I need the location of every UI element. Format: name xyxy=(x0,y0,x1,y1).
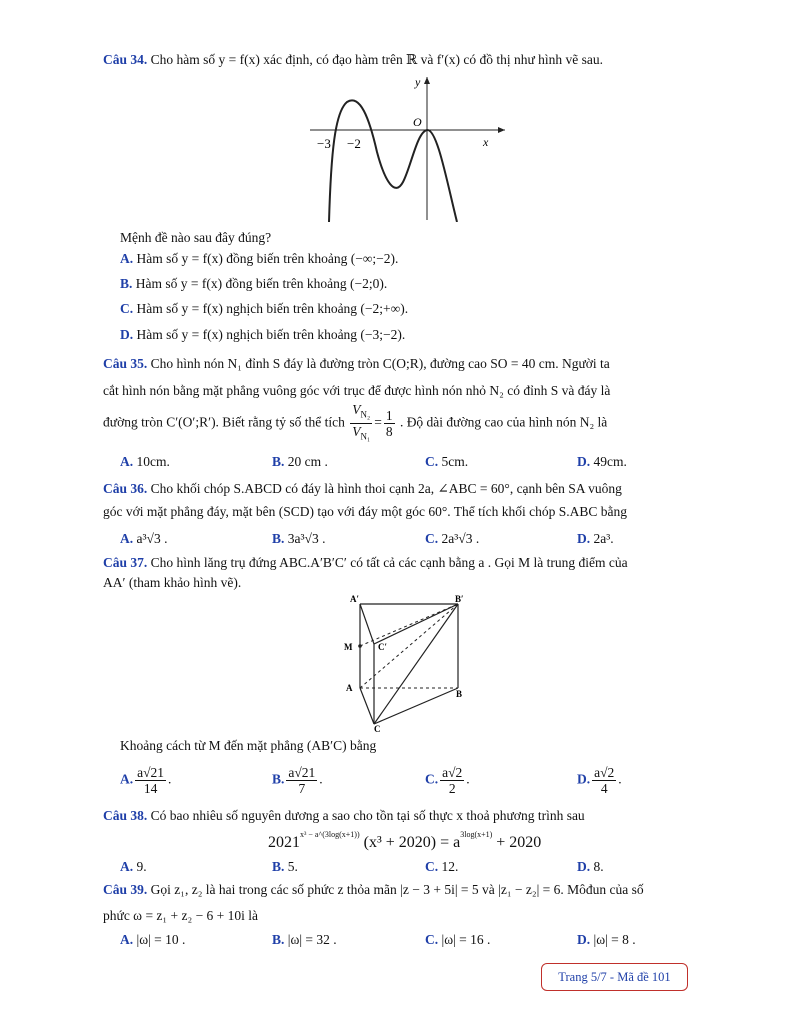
q39-option-a-text: |ω| = 10 . xyxy=(136,932,186,947)
q39-option-c-text: |ω| = 16 . xyxy=(441,932,491,947)
q39-option-d[interactable] xyxy=(577,932,636,948)
q39-option-b-label: B. xyxy=(272,932,285,947)
q38-option-a[interactable] xyxy=(120,859,147,875)
q36-option-d-label: D. xyxy=(577,531,591,546)
q34-prompt: Mệnh đề nào sau đây đúng? xyxy=(120,230,272,245)
q39-option-d-text: |ω| = 8 . xyxy=(593,932,636,947)
q38-option-d[interactable] xyxy=(577,859,604,875)
q35-text3a: đường tròn C′(O′;R′). Biết rằng tỷ số thể tích xyxy=(103,414,345,430)
q34-option-b-text: Hàm số y = f(x) đồng biến trên khoảng (−2;0). xyxy=(135,276,388,291)
q37-label-m: M xyxy=(344,642,353,652)
q37-label-b: B xyxy=(456,689,463,699)
q36-option-a-text: a³√3 . xyxy=(136,531,168,546)
q39-line2: phức ω = z₁ + z₂ − 6 + 10i là xyxy=(103,908,259,923)
q34-option-d[interactable] xyxy=(120,327,405,343)
q35-options xyxy=(0,454,792,478)
q38-eq-mid: (x³ + 2020) = a xyxy=(363,834,461,851)
q37-line2: AA′ (tham khảo hình vẽ). xyxy=(103,575,242,590)
q38-option-a-label: A. xyxy=(120,859,134,874)
q34-option-c-text: Hàm số y = f(x) nghịch biến trên khoảng (−2;+∞). xyxy=(136,301,409,316)
q34-option-b-label: B. xyxy=(120,276,133,291)
q34-option-a[interactable] xyxy=(120,251,398,267)
q36-option-a[interactable] xyxy=(120,531,167,547)
q35-option-d-text: 49cm. xyxy=(593,454,627,469)
q36-option-c[interactable] xyxy=(425,531,479,547)
q35-frac-num: V xyxy=(352,402,361,417)
q37-option-a[interactable]: A. $\frac{a√21}{14}$ . xyxy=(120,765,172,796)
q35-ratio-den: 8 xyxy=(385,423,393,439)
q37-option-d[interactable]: D. $\frac{a√2}{4}$ . xyxy=(577,765,622,796)
q34-option-b[interactable] xyxy=(120,276,387,292)
q34-m2-label: −2 xyxy=(347,136,361,151)
q35-line2: cắt hình nón bằng mặt phẳng vuông góc với trục để được hình nón nhỏ N₂ có đỉnh S và đáy là xyxy=(103,383,611,398)
q34-text: Cho hàm số y = f(x) xác định, có đạo hàm trên ℝ và f′(x) có đồ thị như hình vẽ sau. xyxy=(150,52,604,67)
q38-options xyxy=(0,859,792,883)
q36-option-c-text: 2a³√3 . xyxy=(441,531,480,546)
q37-label-b1: B′ xyxy=(455,594,464,604)
q35-option-a[interactable] xyxy=(120,454,170,470)
q37-label-c1: C′ xyxy=(378,642,388,652)
q38-option-d-label: D. xyxy=(577,859,591,874)
q38-option-b[interactable] xyxy=(272,859,298,875)
q34-x-label: x xyxy=(483,135,489,149)
q39-option-c[interactable] xyxy=(425,932,490,948)
q38-option-d-text: 8. xyxy=(593,859,604,874)
q37-option-a-den: 14 xyxy=(143,781,158,796)
q37-option-b-num: a√21 xyxy=(288,765,316,780)
q34-y-label: y xyxy=(415,75,421,89)
q35-option-b[interactable] xyxy=(272,454,328,470)
q36-option-b[interactable] xyxy=(272,531,325,547)
q37-option-b[interactable]: B. $\frac{a√21}{7}$ . xyxy=(272,765,323,796)
q38-eq-exp: x³ − a^(3log(x+1)) xyxy=(300,830,360,839)
q37-text1: Cho hình lăng trụ đứng ABC.A′B′C′ có tất cả các cạnh bằng a . Gọi M là trung điểm của xyxy=(150,555,628,570)
q35-frac-den-sub: N₁ xyxy=(360,431,371,442)
q36-option-d-text: 2a³. xyxy=(593,531,614,546)
q36-option-c-label: C. xyxy=(425,531,439,546)
q37-label-c: C xyxy=(374,724,381,732)
q35-line3: đường tròn C′(O′;R′). Biết rằng tỷ số thể tích $\frac{V_{N_2}}{V_{N_1}}$ = $\frac{1}{8}$ . Độ dài đường cao của hình nón N₂ là xyxy=(103,402,607,444)
q34-graph xyxy=(305,72,525,222)
q35-option-c-label: C. xyxy=(425,454,439,469)
q35-option-d-label: D. xyxy=(577,454,591,469)
q36-text1: Cho khối chóp S.ABCD có đáy là hình thoi cạnh 2a, ∠ABC = 60°, cạnh bên SA vuông xyxy=(150,481,622,496)
q39-option-d-label: D. xyxy=(577,932,591,947)
q37-option-c-den: 2 xyxy=(448,781,456,796)
q37-option-b-label: B. xyxy=(272,771,285,787)
q34-option-c[interactable] xyxy=(120,301,408,317)
q37-label-a: A xyxy=(346,683,353,693)
q39-line1 xyxy=(103,882,644,898)
q37-line1 xyxy=(103,555,628,571)
q37-prompt: Khoảng cách từ M đến mặt phẳng (AB′C) bằng xyxy=(120,738,377,753)
q36-option-d[interactable] xyxy=(577,531,614,547)
q37-option-c-num: a√2 xyxy=(442,765,463,780)
q37-prism-figure xyxy=(338,592,488,732)
q34-stem xyxy=(103,52,603,68)
q35-label: Câu 35. xyxy=(103,356,148,371)
q38-option-c[interactable] xyxy=(425,859,458,875)
q37-label-a1: A′ xyxy=(350,594,360,604)
q38-option-c-label: C. xyxy=(425,859,439,874)
q35-text1: Cho hình nón N₁ đỉnh S đáy là đường tròn C(O;R), đường cao SO = 40 cm. Người ta xyxy=(150,356,610,371)
q34-curve xyxy=(329,100,457,222)
q37-option-d-label: D. xyxy=(577,771,591,787)
q39-option-a[interactable] xyxy=(120,932,185,948)
q39-option-a-label: A. xyxy=(120,932,134,947)
q35-option-b-text: 20 cm . xyxy=(287,454,328,469)
q36-option-a-label: A. xyxy=(120,531,134,546)
q35-ratio-num: 1 xyxy=(385,407,393,423)
q38-line1 xyxy=(103,808,585,824)
q37-options xyxy=(0,765,792,801)
q36-option-b-label: B. xyxy=(272,531,285,546)
q35-option-c-text: 5cm. xyxy=(441,454,469,469)
q35-option-a-label: A. xyxy=(120,454,134,469)
q35-option-b-label: B. xyxy=(272,454,285,469)
q38-option-c-text: 12. xyxy=(441,859,459,874)
q34-origin-label: O xyxy=(413,115,422,129)
q34-label: Câu 34. xyxy=(103,52,148,67)
q38-option-b-text: 5. xyxy=(287,859,298,874)
q35-text3b: . Độ dài đường cao của hình nón N₂ là xyxy=(399,414,608,430)
q34-option-a-label: A. xyxy=(120,251,134,266)
q35-line1 xyxy=(103,356,610,372)
q38-label: Câu 38. xyxy=(103,808,148,823)
q36-option-b-text: 3a³√3 . xyxy=(287,531,326,546)
q36-line2: góc với mặt phẳng đáy, mặt bên (SCD) tạo với đáy một góc 60°. Thể tích khối chóp S.ABC bằng xyxy=(103,504,627,519)
q37-option-d-num: a√2 xyxy=(594,765,615,780)
q36-options xyxy=(0,531,792,555)
q38-option-a-text: 9. xyxy=(136,859,147,874)
q34-option-c-label: C. xyxy=(120,301,134,316)
q35-frac-den: V xyxy=(352,423,361,439)
q35-option-d[interactable] xyxy=(577,454,627,470)
q38-eq-end: + 2020 xyxy=(496,834,542,851)
q39-label: Câu 39. xyxy=(103,882,148,897)
q38-option-b-label: B. xyxy=(272,859,285,874)
q37-label: Câu 37. xyxy=(103,555,148,570)
q36-line1 xyxy=(103,481,622,497)
q34-option-a-text: Hàm số y = f(x) đồng biến trên khoảng (−∞;−2). xyxy=(136,251,399,266)
q38-text1: Có bao nhiêu số nguyên dương a sao cho tồn tại số thực x thoả phương trình sau xyxy=(150,808,585,823)
q35-option-a-text: 10cm. xyxy=(136,454,170,469)
q37-option-c[interactable]: C. $\frac{a√2}{2}$ . xyxy=(425,765,470,796)
q39-option-b[interactable] xyxy=(272,932,337,948)
q38-eq-exp2: 3log(x+1) xyxy=(460,830,493,839)
q35-ratio-fraction xyxy=(384,408,395,439)
page-footer: Trang 5/7 - Mã đề 101 xyxy=(541,963,688,991)
q35-volume-fraction xyxy=(350,402,372,444)
q35-option-c[interactable] xyxy=(425,454,468,470)
q36-label: Câu 36. xyxy=(103,481,148,496)
q39-text1: Gọi z₁, z₂ là hai trong các số phức z thỏa mãn |z − 3 + 5i| = 5 và |z₁ − z₂| = 6. Môđun của số xyxy=(150,882,644,897)
q37-option-c-label: C. xyxy=(425,771,439,787)
q37-option-b-den: 7 xyxy=(298,781,306,796)
q38-eq-base: 2021 xyxy=(268,834,300,851)
q39-option-c-label: C. xyxy=(425,932,439,947)
q35-frac-num-sub: N₂ xyxy=(360,409,371,420)
q39-option-b-text: |ω| = 32 . xyxy=(287,932,337,947)
q39-options xyxy=(0,932,792,956)
q37-option-d-den: 4 xyxy=(600,781,608,796)
q34-m3-label: −3 xyxy=(317,136,331,151)
q37-option-a-label: A. xyxy=(120,771,134,787)
q38-equation xyxy=(268,830,541,852)
q37-option-a-num: a√21 xyxy=(137,765,165,780)
q34-option-d-label: D. xyxy=(120,327,134,342)
q34-option-d-text: Hàm số y = f(x) nghịch biến trên khoảng (−3;−2). xyxy=(136,327,406,342)
